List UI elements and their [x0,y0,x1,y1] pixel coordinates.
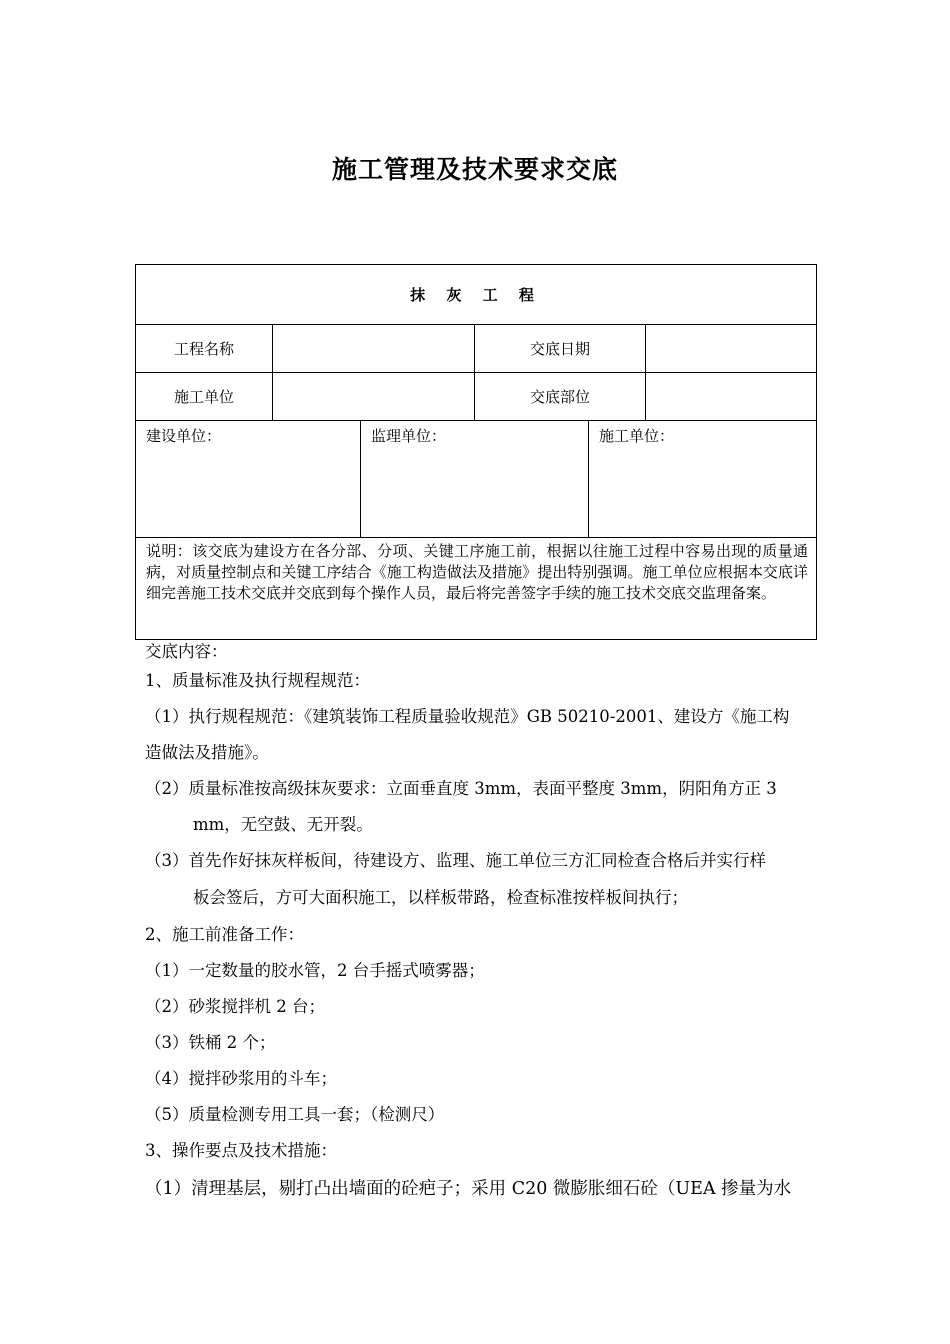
item-2-5: （5）质量检测专用工具一套；（检测尺） [145,1105,445,1124]
item-1-3-line2: 板会签后，方可大面积施工，以样板带路，检查标准按样板间执行； [193,888,688,907]
item-2-1: （1）一定数量的胶水管，2 台手摇式喷雾器； [145,961,485,980]
page-title: 施工管理及技术要求交底 [331,155,618,184]
item-1-1-line1: （1）执行规程规范：《建筑装饰工程质量验收规范》GB 50210-2001、建设方《施工构 [145,707,790,726]
construction-unit-label: 施工单位 [136,373,273,421]
note-text: 说明：该交底为建设方在各分部、分项、关键工序施工前，根据以往施工过程中容易出现的质量通病，对质量控制点和关键工序结合《施工构造做法及措施》提出特别强调。施工单位应根据本交底详细完善施工技术交底并交底到每个操作人员，最后将完善签字手续的施工技术交底交监理备案。 [136,538,817,640]
section-2-heading: 2、施工前准备工作： [145,925,304,944]
owner-unit-cell[interactable]: 建设单位： [136,421,361,538]
item-1-3-line1: （3）首先作好抹灰样板间，待建设方、监理、施工单位三方汇同检查合格后并实行样 [145,851,766,870]
project-name-label: 工程名称 [136,325,273,373]
item-1-2-line2: mm，无空鼓、无开裂。 [193,815,373,834]
item-1-1-line2: 造做法及措施》。 [145,743,269,762]
item-2-4: （4）搅拌砂浆用的斗车； [145,1069,337,1088]
date-label: 交底日期 [475,325,646,373]
content-heading: 交底内容： [145,642,228,661]
contractor-unit-cell[interactable]: 施工单位： [589,421,817,538]
project-name-field[interactable] [273,325,475,373]
item-1-2-line1: （2）质量标准按高级抹灰要求：立面垂直度 3mm，表面平整度 3mm，阴阳角方正 3 [145,779,777,798]
item-2-3: （3）铁桶 2 个； [145,1033,276,1052]
disclosure-part-field[interactable] [646,373,817,421]
disclosure-content [145,638,835,1211]
disclosure-form-table [135,264,817,640]
section-1-heading: 1、质量标准及执行规程规范： [145,671,370,690]
date-field[interactable] [646,325,817,373]
construction-unit-field[interactable] [273,373,475,421]
section-3-heading: 3、操作要点及技术措施： [145,1141,337,1160]
item-2-2: （2）砂浆搅拌机 2 台； [145,997,325,1016]
supervisor-unit-cell[interactable]: 监理单位： [361,421,589,538]
item-3-1: （1）清理基层，剔打凸出墙面的砼疤子；采用 C20 微膨胀细石砼（UEA 掺量为水 [145,1179,792,1199]
disclosure-part-label: 交底部位 [475,373,646,421]
section-title: 抹 灰 工 程 [136,265,817,325]
